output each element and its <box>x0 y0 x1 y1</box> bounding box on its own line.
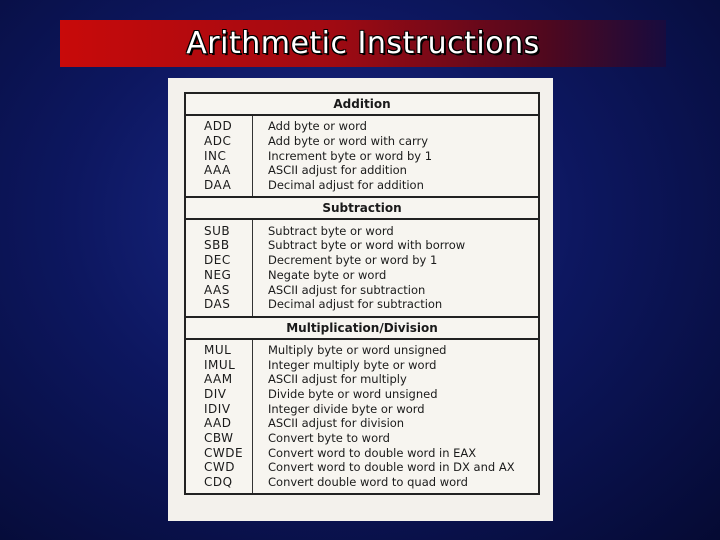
section-heading-multiplication-division: Multiplication/Division <box>186 316 538 340</box>
column-divider <box>252 220 253 315</box>
mnemonic: CWD <box>204 460 235 475</box>
description: Convert double word to quad word <box>268 475 468 490</box>
section-body-subtraction <box>186 220 538 315</box>
slide-title: Arithmetic Instructions <box>186 26 540 61</box>
description: Negate byte or word <box>268 267 387 282</box>
mnemonic: IDIV <box>204 401 231 416</box>
table-row <box>186 460 538 475</box>
description: Decrement byte or word by 1 <box>268 253 438 268</box>
table-row <box>186 372 538 387</box>
description: Decimal adjust for subtraction <box>268 297 443 312</box>
mnemonic: CWDE <box>204 445 244 460</box>
table-row <box>186 238 538 253</box>
description: Integer multiply byte or word <box>268 357 437 372</box>
mnemonic: NEG <box>204 267 232 282</box>
section-heading-subtraction: Subtraction <box>186 196 538 220</box>
mnemonic: IMUL <box>204 357 236 372</box>
description: Integer divide byte or word <box>268 401 425 416</box>
table-row <box>186 268 538 283</box>
table-row <box>186 387 538 402</box>
mnemonic: SUB <box>204 223 231 238</box>
mnemonic: INC <box>204 148 227 163</box>
description: ASCII adjust for addition <box>268 163 407 178</box>
mnemonic: AAS <box>204 282 230 297</box>
mnemonic: AAD <box>204 416 232 431</box>
table-row <box>186 475 538 490</box>
description: Convert byte to word <box>268 431 390 446</box>
description: Subtract byte or word <box>268 223 394 238</box>
table-row <box>186 401 538 416</box>
table-row <box>186 343 538 358</box>
mnemonic: ADC <box>204 134 232 149</box>
mnemonic: AAM <box>204 372 233 387</box>
column-divider <box>252 116 253 196</box>
description: ASCII adjust for subtraction <box>268 282 426 297</box>
arithmetic-instructions-table <box>184 92 540 495</box>
section-heading-addition: Addition <box>186 94 538 116</box>
table-row <box>186 282 538 297</box>
mnemonic: DAS <box>204 297 231 312</box>
column-divider <box>252 340 253 494</box>
description: ASCII adjust for division <box>268 416 405 431</box>
scanned-table-image <box>168 78 553 521</box>
table-row <box>186 357 538 372</box>
description: ASCII adjust for multiply <box>268 372 407 387</box>
description: Divide byte or word unsigned <box>268 386 438 401</box>
table-row <box>186 148 538 163</box>
table-row <box>186 431 538 446</box>
section-body-addition <box>186 116 538 196</box>
table-row <box>186 134 538 149</box>
table-row <box>186 223 538 238</box>
description: Decimal adjust for addition <box>268 178 424 193</box>
table-row <box>186 119 538 134</box>
mnemonic: MUL <box>204 342 232 357</box>
description: Add byte or word <box>268 119 367 134</box>
table-row <box>186 297 538 312</box>
mnemonic: CDQ <box>204 475 233 490</box>
description: Subtract byte or word with borrow <box>268 238 466 253</box>
mnemonic: DIV <box>204 386 227 401</box>
table-row <box>186 163 538 178</box>
description: Multiply byte or word unsigned <box>268 342 447 357</box>
description: Increment byte or word by 1 <box>268 148 433 163</box>
table-row <box>186 416 538 431</box>
mnemonic: SBB <box>204 238 230 253</box>
description: Add byte or word with carry <box>268 134 429 149</box>
description: Convert word to double word in EAX <box>268 445 477 460</box>
section-body-multiplication-division <box>186 340 538 494</box>
mnemonic: AAA <box>204 163 231 178</box>
table-row <box>186 178 538 193</box>
mnemonic: DAA <box>204 178 232 193</box>
mnemonic: CBW <box>204 431 234 446</box>
mnemonic: DEC <box>204 253 231 268</box>
mnemonic: ADD <box>204 119 233 134</box>
table-row <box>186 445 538 460</box>
slide-title-bar <box>60 20 666 67</box>
table-row <box>186 253 538 268</box>
description: Convert word to double word in DX and AX <box>268 460 515 475</box>
